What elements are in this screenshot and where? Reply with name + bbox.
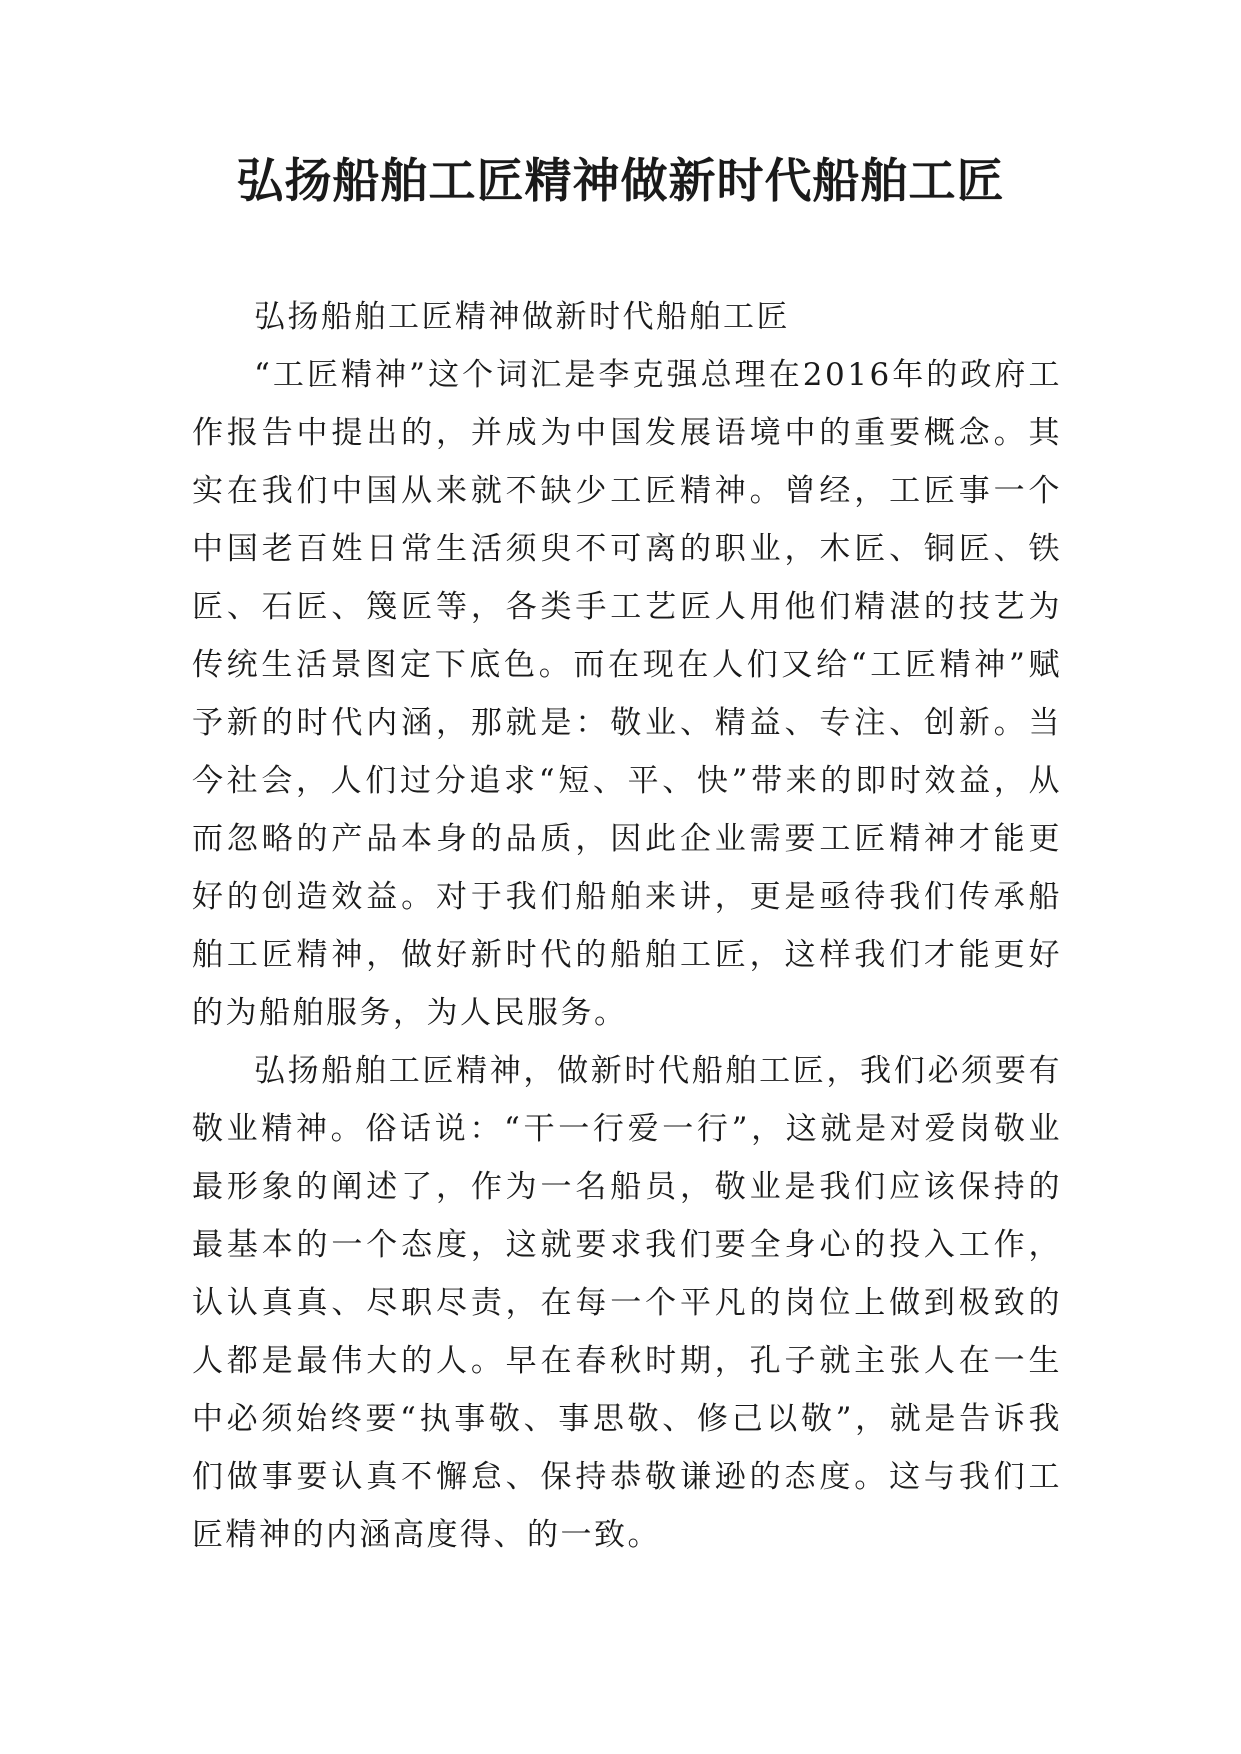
document-body [192, 288, 1062, 1564]
paragraph: “工匠精神”这个词汇是李克强总理在2016年的政府工作报告中提出的，并成为中国发展语境中的重要概念。其实在我们中国从来就不缺少工匠精神。曾经，工匠事一个中国老百姓日常生活须臾不可离的职业，木匠、铜匠、铁匠、石匠、篾匠等，各类手工艺匠人用他们精湛的技艺为传统生活景图定下底色。而在现在人们又给“工匠精神”赋予新的时代内涵，那就是：敬业、精益、专注、创新。当今社会，人们过分追求“短、平、快”带来的即时效益，从而忽略的产品本身的品质，因此企业需要工匠精神才能更好的创造效益。对于我们船舶来讲，更是亟待我们传承船舶工匠精神，做好新时代的船舶工匠，这样我们才能更好的为船舶服务，为人民服务。 [192, 357, 1062, 1031]
document-title: 弘扬船舶工匠精神做新时代船舶工匠 [236, 154, 1005, 209]
paragraph: 弘扬船舶工匠精神做新时代船舶工匠 [254, 299, 790, 335]
paragraph: 弘扬船舶工匠精神，做新时代船舶工匠，我们必须要有敬业精神。俗话说：“干一行爱一行”，这就是对爱岗敬业最形象的阐述了，作为一名船员，敬业是我们应该保持的最基本的一个态度，这就要求我们要全身心的投入工作，认认真真、尽职尽责，在每一个平凡的岗位上做到极致的人都是最伟大的人。早在春秋时期，孔子就主张人在一生中必须始终要“执事敬、事思敬、修己以敬”，就是告诉我们做事要认真不懈怠、保持恭敬谦逊的态度。这与我们工匠精神的内涵高度得、的一致。 [192, 1053, 1062, 1553]
